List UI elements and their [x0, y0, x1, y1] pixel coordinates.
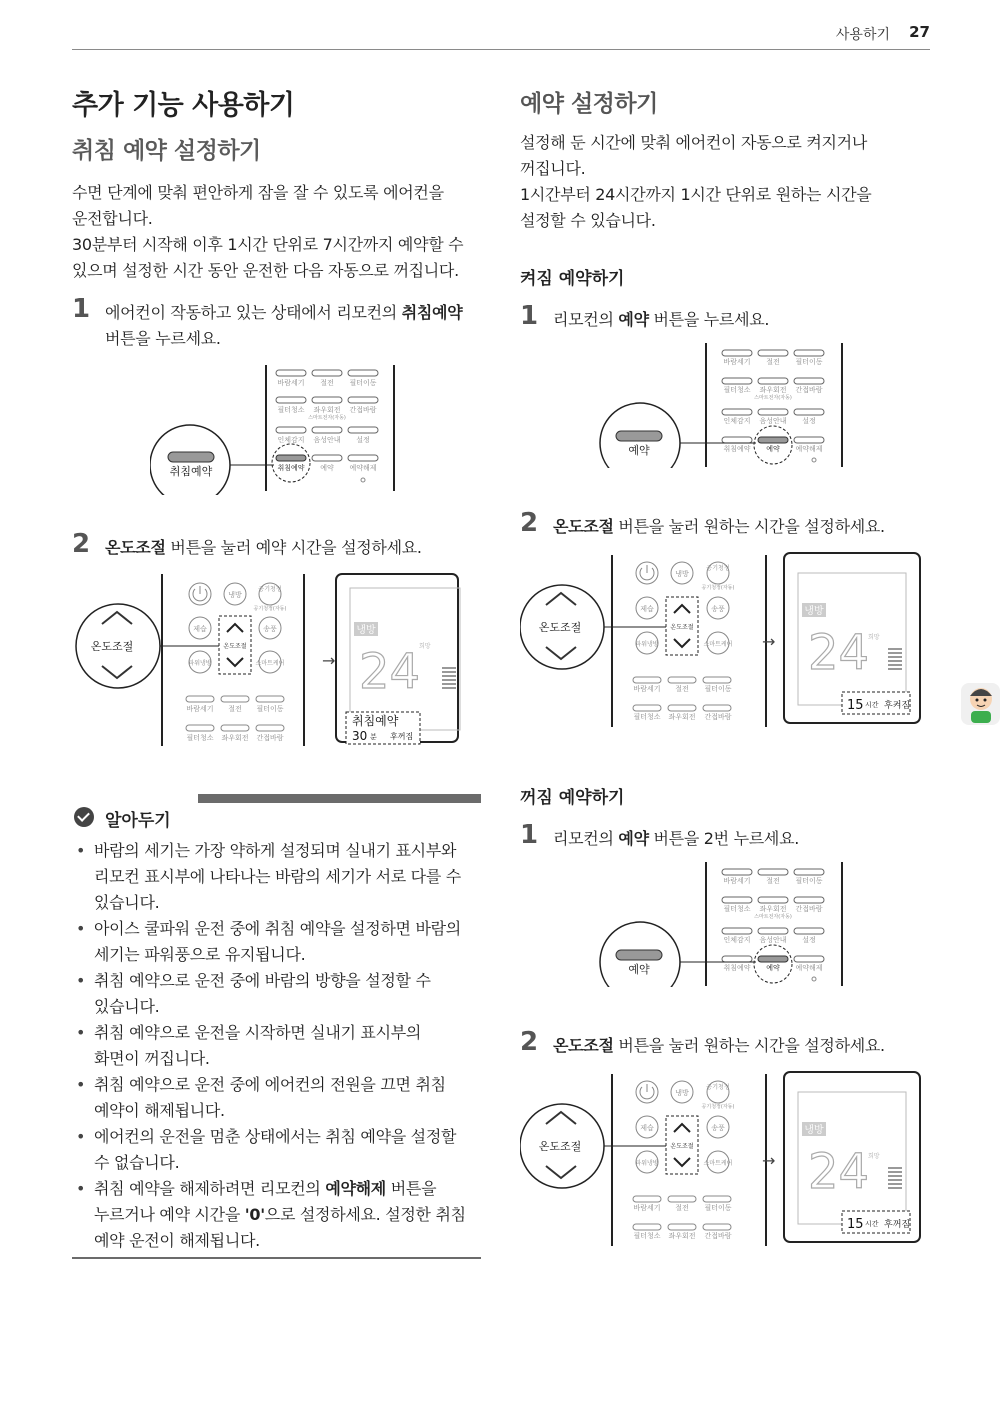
svg-text:스마트전자(자동): 스마트전자(자동) — [308, 415, 346, 421]
sleep-step-2: 2 온도조절 버튼을 눌러 예약 시간을 설정하세요. — [72, 529, 422, 559]
svg-text:예약해제: 예약해제 — [795, 445, 823, 453]
mascot-icon — [961, 683, 1000, 725]
svg-text:냉방: 냉방 — [356, 625, 376, 636]
svg-text:바람세기: 바람세기 — [186, 705, 214, 713]
svg-text:후꺼짐: 후꺼짐 — [390, 732, 414, 741]
note-item: • 취침 예약으로 운전 중에 에어컨의 전원을 끄면 취침 예약이 해제됩니다. — [72, 1072, 481, 1124]
svg-text:공기청정: 공기청정 — [706, 565, 730, 572]
svg-text:온도조절: 온도조절 — [538, 1140, 582, 1153]
svg-text:간접바람: 간접바람 — [795, 905, 823, 913]
svg-text:냉방: 냉방 — [675, 1089, 689, 1097]
sleep-step-1: 1 에어컨이 작동하고 있는 상태에서 리모컨의 취침예약 버튼을 누르세요. — [72, 294, 463, 348]
svg-text:좌우회전: 좌우회전 — [759, 386, 787, 394]
svg-text:취침예약: 취침예약 — [352, 714, 399, 728]
svg-text:절전: 절전 — [675, 1204, 689, 1212]
sleep-temp-figure — [74, 570, 474, 750]
svg-text:희망: 희망 — [868, 634, 880, 641]
svg-text:스마트전자(자동): 스마트전자(자동) — [754, 914, 792, 920]
svg-text:냉방: 냉방 — [675, 570, 689, 578]
svg-text:필터이동: 필터이동 — [795, 877, 823, 885]
svg-text:필터이동: 필터이동 — [704, 1204, 732, 1212]
svg-text:간접바람: 간접바람 — [795, 386, 823, 394]
svg-text:인체감지: 인체감지 — [723, 417, 751, 425]
svg-text:인체감지: 인체감지 — [277, 436, 305, 444]
svg-text:설정: 설정 — [802, 417, 816, 425]
svg-text:예약: 예약 — [766, 964, 780, 972]
svg-text:좌우회전: 좌우회전 — [668, 713, 696, 721]
page-number: 27 — [909, 23, 930, 41]
svg-text:음성안내: 음성안내 — [759, 417, 787, 425]
sleep-intro: 수면 단계에 맞춰 편안하게 잠을 잘 수 있도록 에어컨을 운전합니다. 30분부터 시작해 이후 1시간 단위로 7시간까지 예약할 수 있으며 설정한 시간 동안 운전한 다음 자동으로 꺼집니다. — [72, 183, 464, 280]
svg-text:분: 분 — [370, 733, 377, 741]
svg-text:좌우회전: 좌우회전 — [221, 734, 249, 742]
note-box — [72, 792, 481, 1259]
svg-text:필터이동: 필터이동 — [795, 358, 823, 366]
svg-text:냉방: 냉방 — [804, 606, 824, 617]
svg-text:→: → — [322, 651, 336, 670]
svg-text:필터이동: 필터이동 — [349, 379, 377, 387]
svg-text:온도조절: 온도조절 — [538, 621, 582, 634]
svg-text:파워냉방: 파워냉방 — [635, 1160, 659, 1167]
note-list — [72, 838, 481, 1254]
section-title-reservation: 예약 설정하기 — [520, 91, 658, 117]
on-step-1: 1 리모컨의 예약 버튼을 누르세요. — [520, 301, 770, 331]
svg-text:간접바람: 간접바람 — [704, 1232, 732, 1240]
svg-text:간접바람: 간접바람 — [349, 406, 377, 414]
svg-text:예약: 예약 — [628, 444, 650, 457]
svg-text:온도조절: 온도조절 — [90, 640, 134, 653]
svg-text:필터이동: 필터이동 — [704, 685, 732, 693]
svg-text:설정: 설정 — [356, 436, 370, 444]
on-step-2: 2 온도조절 버튼을 눌러 원하는 시간을 설정하세요. — [520, 508, 885, 538]
off-step-2: 2 온도조절 버튼을 눌러 원하는 시간을 설정하세요. — [520, 1027, 885, 1057]
svg-text:후켜짐: 후켜짐 — [884, 701, 911, 711]
note-title: 알아두기 — [105, 811, 171, 831]
svg-text:제습: 제습 — [640, 1124, 654, 1132]
svg-text:시간: 시간 — [865, 701, 879, 709]
svg-text:후꺼짐: 후꺼짐 — [884, 1220, 911, 1230]
svg-text:음성안내: 음성안내 — [759, 936, 787, 944]
svg-text:바람세기: 바람세기 — [633, 1204, 661, 1212]
svg-text:인체감지: 인체감지 — [723, 936, 751, 944]
svg-text:취침예약: 취침예약 — [723, 445, 751, 453]
svg-text:예약해제: 예약해제 — [349, 464, 377, 472]
svg-text:예약: 예약 — [320, 464, 334, 472]
svg-text:바람세기: 바람세기 — [723, 877, 751, 885]
svg-text:절전: 절전 — [320, 379, 334, 387]
svg-text:절전: 절전 — [766, 358, 780, 366]
section-title-sleep: 취침 예약 설정하기 — [72, 138, 261, 164]
svg-text:바람세기: 바람세기 — [633, 685, 661, 693]
svg-text:절전: 절전 — [228, 705, 242, 713]
svg-text:취침예약: 취침예약 — [723, 964, 751, 972]
svg-text:파워냉방: 파워냉방 — [188, 660, 212, 667]
svg-text:30: 30 — [352, 729, 368, 743]
svg-text:송풍: 송풍 — [711, 605, 725, 613]
svg-text:좌우회전: 좌우회전 — [759, 905, 787, 913]
svg-text:시간: 시간 — [865, 1220, 879, 1228]
svg-text:스마트케어: 스마트케어 — [703, 641, 733, 648]
svg-text:제습: 제습 — [640, 605, 654, 613]
svg-text:24: 24 — [808, 1144, 870, 1200]
on-temp-figure — [520, 551, 930, 731]
svg-text:필터이동: 필터이동 — [256, 705, 284, 713]
svg-text:15: 15 — [847, 698, 864, 713]
note-item: • 취침 예약을 해제하려면 리모컨의 예약해제 버튼을 누르거나 예약 시간을 '0'으로 설정하세요. 설정한 취침 예약 운전이 해제됩니다. — [72, 1176, 481, 1254]
svg-text:온도조절: 온도조절 — [670, 1143, 694, 1150]
svg-text:좌우회전: 좌우회전 — [668, 1232, 696, 1240]
on-remote-figure — [598, 343, 858, 468]
svg-text:절전: 절전 — [675, 685, 689, 693]
svg-text:희망: 희망 — [419, 643, 431, 650]
note-item: • 취침 예약으로 운전을 시작하면 실내기 표시부의 화면이 꺼집니다. — [72, 1020, 481, 1072]
page-header — [72, 18, 930, 50]
note-bottom-rule — [72, 1257, 481, 1259]
svg-text:온도조절: 온도조절 — [223, 643, 247, 650]
svg-text:예약해제: 예약해제 — [795, 964, 823, 972]
svg-text:온도조절: 온도조절 — [670, 624, 694, 631]
svg-text:냉방: 냉방 — [228, 591, 242, 599]
svg-text:필터청소: 필터청소 — [633, 713, 661, 721]
svg-text:15: 15 — [847, 1217, 864, 1232]
svg-text:냉방: 냉방 — [804, 1125, 824, 1136]
off-step-1: 1 리모컨의 예약 버튼을 2번 누르세요. — [520, 820, 800, 850]
svg-text:→: → — [762, 632, 776, 651]
note-item: • 바람의 세기는 가장 약하게 설정되며 실내기 표시부와 리모컨 표시부에 나타나는 바람의 세기가 서로 다를 수 있습니다. — [72, 838, 481, 916]
svg-text:스마트케어: 스마트케어 — [255, 660, 285, 667]
svg-text:공기청정: 공기청정 — [258, 586, 282, 593]
section-name: 사용하기 — [835, 27, 890, 43]
off-temp-figure — [520, 1070, 930, 1250]
off-reservation-heading: 꺼짐 예약하기 — [520, 788, 625, 808]
svg-text:공기청정: 공기청정 — [706, 1084, 730, 1091]
svg-text:음성안내: 음성안내 — [313, 436, 341, 444]
svg-text:필터청소: 필터청소 — [186, 734, 214, 742]
note-bar — [198, 794, 481, 803]
note-item: • 아이스 쿨파워 운전 중에 취침 예약을 설정하면 바람의 세기는 파워풍으로 유지됩니다. — [72, 916, 481, 968]
svg-text:송풍: 송풍 — [263, 625, 277, 633]
svg-text:24: 24 — [808, 625, 870, 681]
svg-text:바람세기: 바람세기 — [723, 358, 751, 366]
svg-text:공기청정(자동): 공기청정(자동) — [253, 606, 287, 612]
svg-text:스마트케어: 스마트케어 — [703, 1160, 733, 1167]
svg-text:→: → — [762, 1151, 776, 1170]
page-title: 추가 기능 사용하기 — [72, 90, 295, 121]
svg-text:절전: 절전 — [766, 877, 780, 885]
svg-text:취침예약: 취침예약 — [277, 464, 305, 472]
svg-text:송풍: 송풍 — [711, 1124, 725, 1132]
svg-text:24: 24 — [359, 644, 421, 700]
svg-text:파워냉방: 파워냉방 — [635, 641, 659, 648]
svg-text:스마트전자(자동): 스마트전자(자동) — [754, 395, 792, 401]
sleep-callout-label: 취침예약 — [169, 465, 213, 478]
svg-text:공기청정(자동): 공기청정(자동) — [701, 585, 735, 591]
svg-text:간접바람: 간접바람 — [256, 734, 284, 742]
note-item: • 취침 예약으로 운전 중에 바람의 방향을 설정할 수 있습니다. — [72, 968, 481, 1020]
svg-text:예약: 예약 — [628, 963, 650, 976]
svg-text:좌우회전: 좌우회전 — [313, 406, 341, 414]
on-reservation-heading: 켜짐 예약하기 — [520, 269, 625, 289]
sleep-remote-figure — [150, 365, 410, 495]
reservation-intro: 설정해 둔 시간에 맞춰 에어컨이 자동으로 켜지거나 꺼집니다. 1시간부터 24시간까지 1시간 단위로 원하는 시간을 설정할 수 있습니다. — [520, 133, 872, 230]
svg-text:필터청소: 필터청소 — [633, 1232, 661, 1240]
svg-text:필터청소: 필터청소 — [277, 406, 305, 414]
svg-text:설정: 설정 — [802, 936, 816, 944]
svg-text:바람세기: 바람세기 — [277, 379, 305, 387]
svg-text:희망: 희망 — [868, 1153, 880, 1160]
svg-text:예약: 예약 — [766, 445, 780, 453]
svg-text:간접바람: 간접바람 — [704, 713, 732, 721]
svg-text:필터청소: 필터청소 — [723, 386, 751, 394]
svg-text:공기청정(자동): 공기청정(자동) — [701, 1104, 735, 1110]
note-item: • 에어컨의 운전을 멈춘 상태에서는 취침 예약을 설정할 수 없습니다. — [72, 1124, 481, 1176]
off-remote-figure — [598, 862, 858, 987]
svg-text:제습: 제습 — [193, 625, 207, 633]
svg-text:필터청소: 필터청소 — [723, 905, 751, 913]
